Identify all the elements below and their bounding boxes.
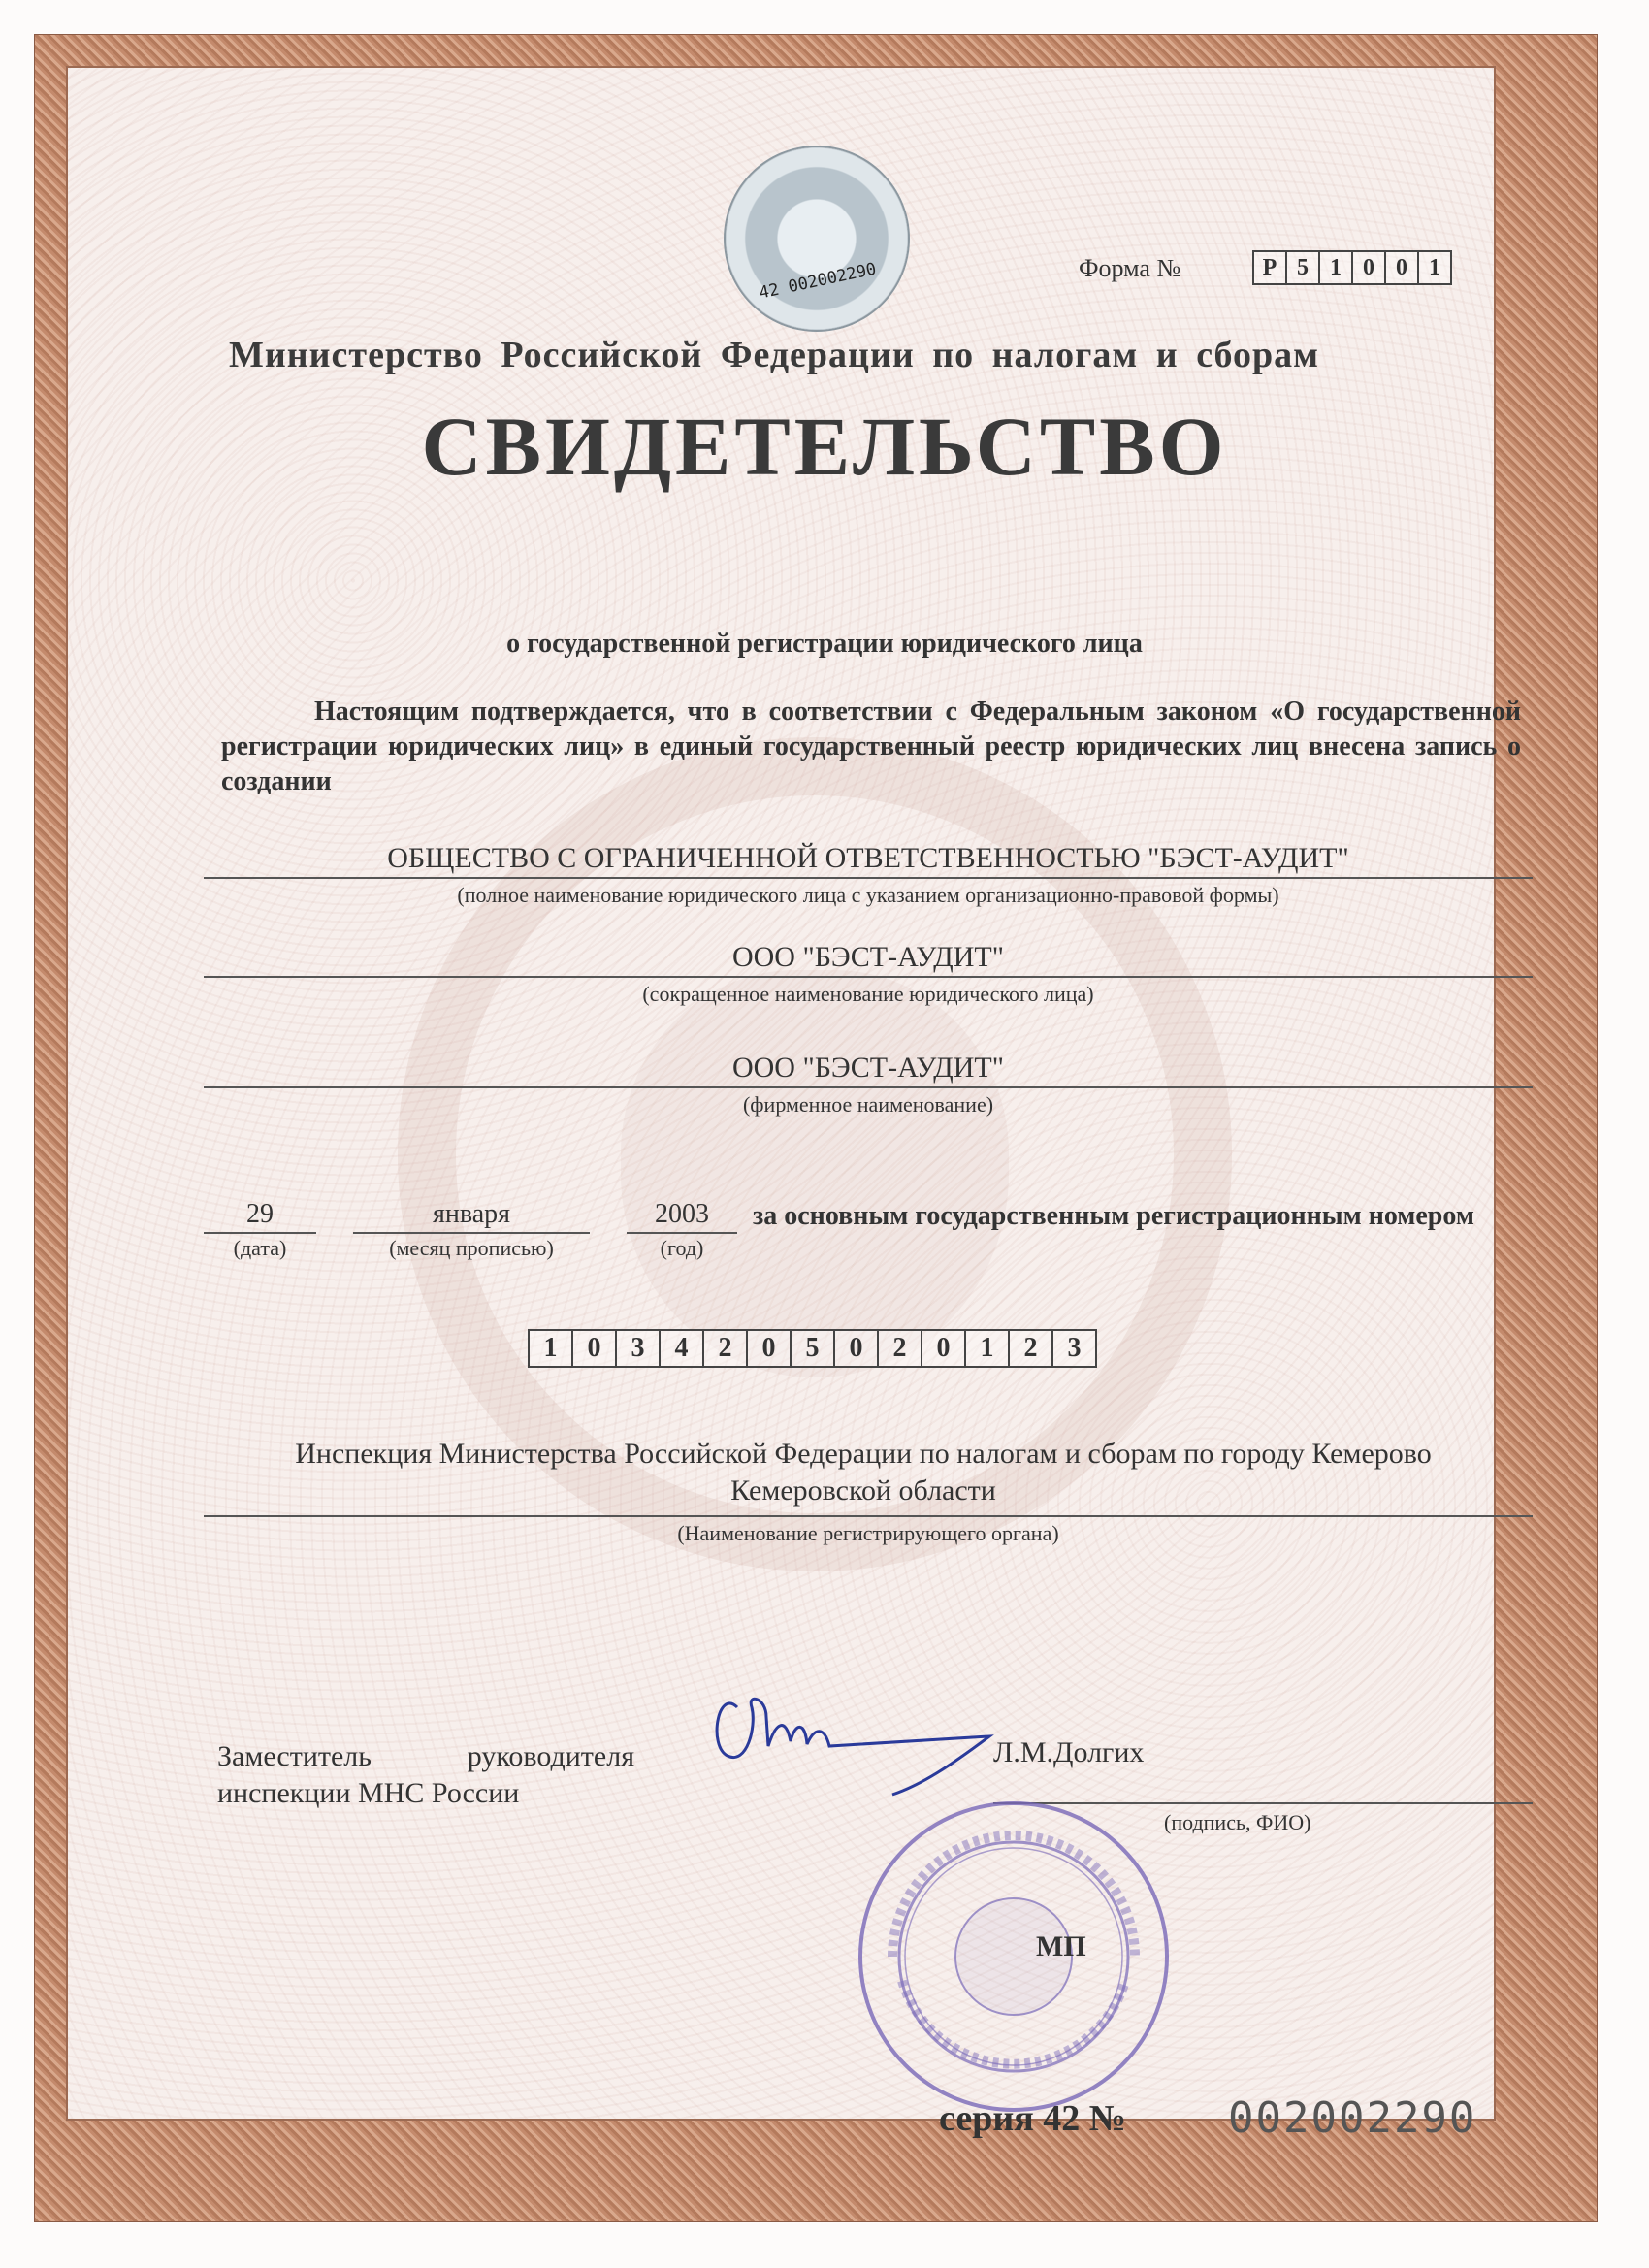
form-code-cell: 0 [1384,250,1417,285]
handwritten-signature [698,1669,1018,1804]
ogrn-digit-cell: 2 [877,1329,921,1368]
firm-name-value: ООО "БЭСТ-АУДИТ" [731,1052,1005,1084]
form-code-cell: 1 [1417,250,1452,285]
ogrn-number-boxes [528,1329,1097,1368]
intro-text: Настоящим подтверждается, что в соответствии с Федеральным законом «О государственной регистрации юридических лиц» в единый государственный реестр юридических лиц внесена запись о создании [221,697,1521,796]
full-name-field [204,842,1533,908]
form-number-label: Форма № [1079,254,1181,282]
date-year-underline [627,1232,737,1234]
ogrn-digit-cell: 5 [790,1329,833,1368]
ogrn-digit-cell: 3 [615,1329,659,1368]
ogrn-digit-cell: 1 [528,1329,571,1368]
date-day-field [204,1199,316,1261]
ogrn-digit-cell: 0 [746,1329,790,1368]
hologram-seal [726,147,908,330]
document-subtitle: о государственной регистрации юридического лица [506,629,1143,659]
date-year-field [627,1199,737,1261]
hologram-number: 42 002002290 [757,259,879,304]
firm-name-underline [204,1086,1533,1088]
ogrn-digit-cell: 0 [571,1329,615,1368]
date-day-value: 29 [246,1199,274,1229]
ogrn-label: за основным государственным регистрационным номером [753,1201,1474,1231]
official-stamp [854,1797,1174,2117]
short-name-underline [204,976,1533,978]
signer-position-word-2: руководителя [467,1740,634,1772]
form-code-cell: 5 [1285,250,1318,285]
full-name-underline [204,877,1533,879]
intro-paragraph [221,695,1521,799]
ogrn-digit-cell: 2 [1008,1329,1051,1368]
series-label: серия 42 № [939,2098,1126,2139]
double-eagle-watermark [621,970,1009,1377]
serial-number: 002002290 [1228,2093,1477,2143]
date-day-underline [204,1232,316,1234]
date-day-caption: (дата) [233,1236,287,1260]
signer-position-line-2: инспекции МНС России [217,1777,520,1809]
stamp-place-mark: МП [1036,1930,1086,1962]
date-year-caption: (год) [660,1236,704,1260]
signer-position-word-1: Заместитель [217,1740,372,1772]
ministry-heading: Министерство Российской Федерации по налогам и сборам [229,335,1320,375]
date-month-caption: (месяц прописью) [389,1236,554,1260]
form-code-cell: 1 [1318,250,1351,285]
signature-caption: (подпись, ФИО) [1164,1810,1311,1834]
date-year-value: 2003 [655,1199,709,1229]
form-code-cell: 0 [1351,250,1384,285]
date-month-underline [353,1232,590,1234]
authority-line-1: Инспекция Министерства Российской Федерации по налогам и сборам по городу Кемерово [295,1438,1432,1470]
date-month-value: января [432,1199,511,1229]
form-number-boxes [1252,250,1452,285]
full-name-caption: (полное наименование юридического лица с указанием организационно-правовой формы) [457,883,1279,907]
document-title: СВИДЕТЕЛЬСТВО [421,400,1228,493]
signer-name: Л.М.Долгих [993,1736,1145,1768]
short-name-caption: (сокращенное наименование юридического лица) [642,982,1094,1006]
ogrn-digit-cell: 0 [921,1329,964,1368]
authority-line-2: Кемеровской области [730,1474,996,1507]
ogrn-digit-cell: 2 [702,1329,746,1368]
full-name-value: ОБЩЕСТВО С ОГРАНИЧЕННОЙ ОТВЕТСТВЕННОСТЬЮ "БЭСТ-АУДИТ" [387,842,1349,874]
firm-name-caption: (фирменное наименование) [742,1092,994,1117]
short-name-value: ООО "БЭСТ-АУДИТ" [731,941,1005,973]
authority-caption: (Наименование регистрирующего органа) [677,1521,1059,1545]
firm-name-field [204,1052,1533,1118]
signer-position [217,1738,634,1812]
ogrn-digit-cell: 1 [964,1329,1008,1368]
date-month-field [353,1199,590,1261]
ogrn-digit-cell: 3 [1051,1329,1097,1368]
registering-authority [194,1436,1533,1509]
ogrn-digit-cell: 4 [659,1329,702,1368]
form-code-cell: Р [1252,250,1285,285]
short-name-field [204,941,1533,1007]
ogrn-digit-cell: 0 [833,1329,877,1368]
authority-underline [204,1515,1533,1517]
